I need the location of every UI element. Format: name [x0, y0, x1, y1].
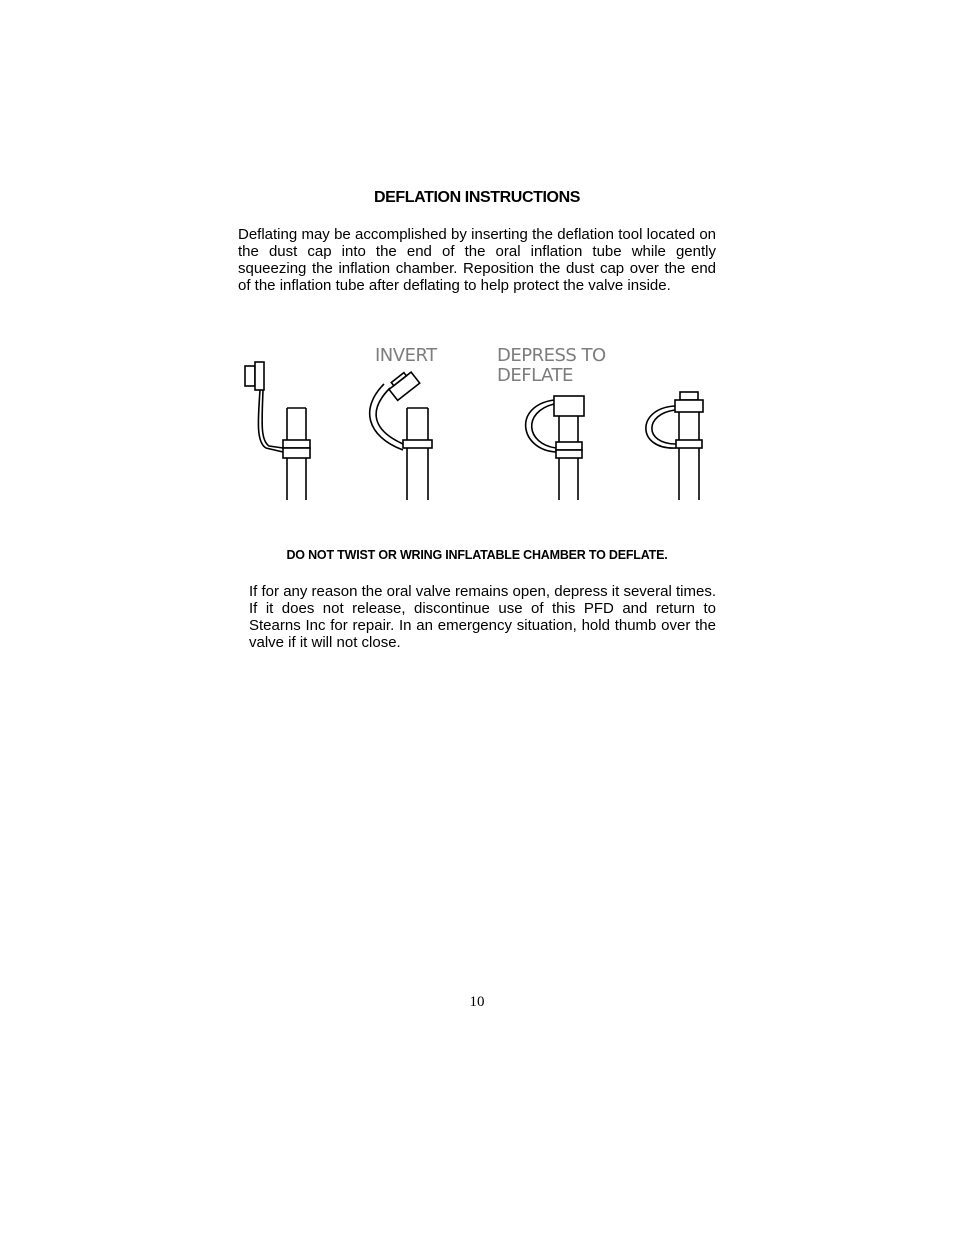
invert-label: INVERT — [375, 345, 437, 366]
step-3-depress — [526, 396, 584, 500]
step-4-cap-replaced — [646, 392, 703, 500]
page-number: 10 — [469, 994, 485, 1010]
deflation-steps-drawing — [232, 340, 722, 510]
depress-label: DEPRESS TO DEFLATE — [497, 345, 606, 386]
followup-paragraph: If for any reason the oral valve remains open, depress it several times. If it does not release, discontinue use of this PFD and return to Stearns Inc for repair. In an emergency situation, hold thumb over the valve if it will not close. — [249, 583, 716, 651]
section-heading: DEFLATION INSTRUCTIONS — [373, 189, 580, 206]
step-1-cap-hanging — [245, 362, 310, 500]
deflation-illustration — [232, 340, 722, 510]
warning-text: DO NOT TWIST OR WRING INFLATABLE CHAMBER TO DEFLATE. — [286, 548, 668, 562]
step-2-invert — [370, 369, 432, 500]
intro-paragraph: Deflating may be accomplished by inserting the deflation tool located on the dust cap into the end of the oral inflation tube while gently squeezing the inflation chamber. Reposition the dust cap over the end of the inflation tube after deflating to help protect the valve inside. — [238, 226, 716, 294]
